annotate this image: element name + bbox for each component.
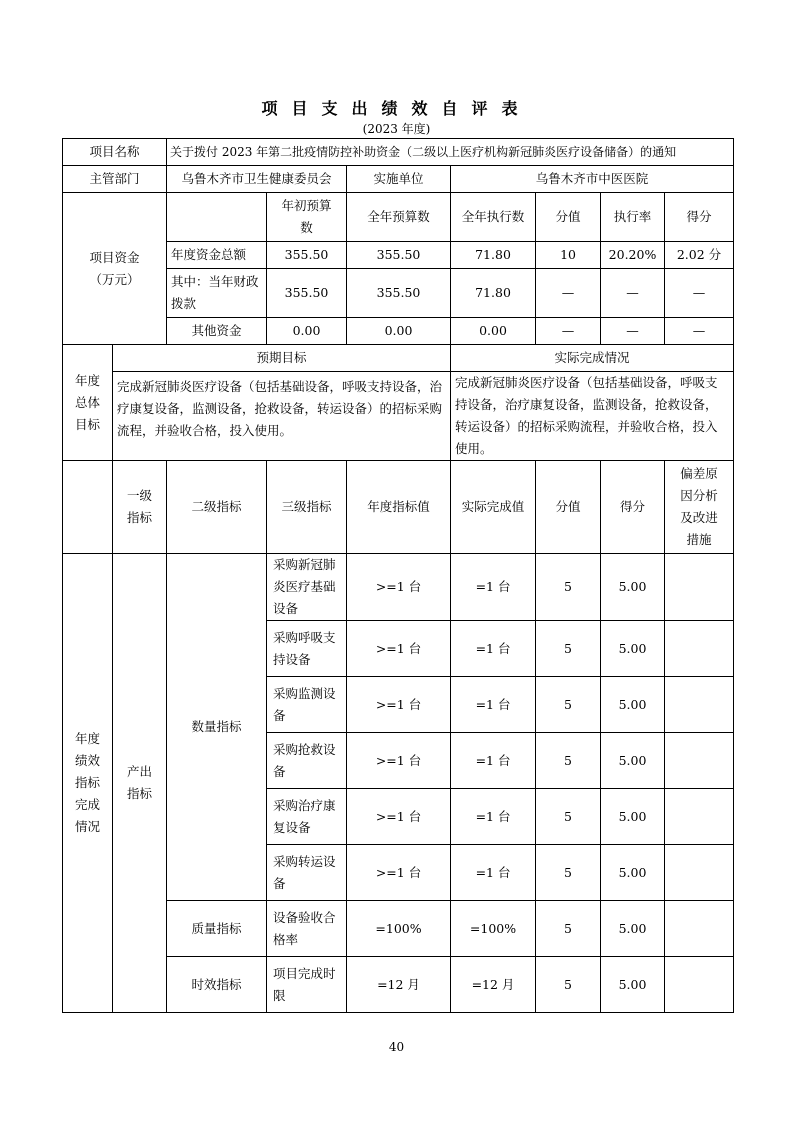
funds-cell: 71.80: [451, 242, 536, 269]
reason-cell: [665, 733, 734, 789]
reason-cell: [665, 957, 734, 1013]
funds-row-fiscal-label: 其中：当年财政拨款: [167, 269, 267, 318]
funds-cell: 355.50: [267, 242, 347, 269]
funds-header-executed: 全年执行数: [451, 193, 536, 242]
goals-expected-text: 完成新冠肺炎医疗设备（包括基础设备，呼吸支持设备，治疗康复设备，监测设备，抢救设备，转运设备）的招标采购流程，并验收合格，投入使用。: [113, 372, 451, 461]
reason-cell: [665, 901, 734, 957]
funds-cell: —: [536, 318, 601, 345]
score-value: 5: [536, 554, 601, 621]
reason-cell: [665, 677, 734, 733]
header-score-value: 分值: [536, 461, 601, 554]
target-value: >=1 台: [347, 621, 451, 677]
goals-actual-header: 实际完成情况: [451, 345, 734, 372]
impl-label: 实施单位: [347, 166, 451, 193]
funds-cell: 10: [536, 242, 601, 269]
page-title: 项目支出绩效自评表: [261, 99, 532, 118]
funds-header-initial: 年初预算数: [267, 193, 347, 242]
score-value: 5: [536, 621, 601, 677]
actual-value: =1 台: [451, 733, 536, 789]
level3-name: 采购转运设备: [267, 845, 347, 901]
goals-actual-text: 完成新冠肺炎医疗设备（包括基础设备，呼吸支持设备，治疗康复设备，监测设备，抢救设备，转运设备）的招标采购流程，并验收合格，投入使用。: [451, 372, 734, 461]
level3-name: 项目完成时限: [267, 957, 347, 1013]
header-reason: 偏差原因分析及改进措施: [665, 461, 734, 554]
header-level2: 二级指标: [167, 461, 267, 554]
performance-table: [62, 138, 734, 1013]
score: 5.00: [601, 845, 665, 901]
funds-cell: 0.00: [347, 318, 451, 345]
target-value: >=1 台: [347, 554, 451, 621]
funds-row-total-label: 年度资金总额: [167, 242, 267, 269]
score: 5.00: [601, 957, 665, 1013]
page-subtitle: (2023 年度): [362, 122, 431, 136]
funds-cell: —: [665, 269, 734, 318]
target-value: >=1 台: [347, 733, 451, 789]
level3-name: 采购抢救设备: [267, 733, 347, 789]
funds-cell: 355.50: [347, 269, 451, 318]
funds-label: 项目资金（万元）: [63, 193, 167, 345]
score-value: 5: [536, 677, 601, 733]
project-name-value: 关于拨付 2023 年第二批疫情防控补助资金（二级以上医疗机构新冠肺炎医疗设备储备）的通知: [167, 139, 734, 166]
goals-expected-header: 预期目标: [113, 345, 451, 372]
impl-value: 乌鲁木齐市中医医院: [451, 166, 734, 193]
level3-name: 采购新冠肺炎医疗基础设备: [267, 554, 347, 621]
dept-label: 主管部门: [63, 166, 167, 193]
level3-name: 采购治疗康复设备: [267, 789, 347, 845]
page-number: 40: [388, 1040, 405, 1054]
score-value: 5: [536, 957, 601, 1013]
funds-header-value: 分值: [536, 193, 601, 242]
reason-cell: [665, 621, 734, 677]
reason-cell: [665, 789, 734, 845]
header-target: 年度指标值: [347, 461, 451, 554]
funds-row-other-label: 其他资金: [167, 318, 267, 345]
reason-cell: [665, 845, 734, 901]
funds-cell: 355.50: [347, 242, 451, 269]
score-value: 5: [536, 789, 601, 845]
score-value: 5: [536, 845, 601, 901]
score: 5.00: [601, 789, 665, 845]
target-value: =12 月: [347, 957, 451, 1013]
target-value: =100%: [347, 901, 451, 957]
funds-header-annual: 全年预算数: [347, 193, 451, 242]
indicators-section-label: 年度绩效指标完成情况: [63, 554, 113, 1013]
target-value: >=1 台: [347, 845, 451, 901]
funds-cell: —: [601, 318, 665, 345]
dept-value: 乌鲁木齐市卫生健康委员会: [167, 166, 347, 193]
score-value: 5: [536, 733, 601, 789]
funds-cell: 355.50: [267, 269, 347, 318]
target-value: >=1 台: [347, 677, 451, 733]
header-level1: 一级指标: [113, 461, 167, 554]
indicators-header-blank: [63, 461, 113, 554]
funds-cell: —: [601, 269, 665, 318]
funds-cell: 0.00: [451, 318, 536, 345]
funds-cell: 20.20%: [601, 242, 665, 269]
actual-value: =1 台: [451, 621, 536, 677]
score: 5.00: [601, 901, 665, 957]
level2-timeliness: 时效指标: [167, 957, 267, 1013]
header-level3: 三级指标: [267, 461, 347, 554]
funds-cell: 71.80: [451, 269, 536, 318]
level3-name: 采购呼吸支持设备: [267, 621, 347, 677]
actual-value: =12 月: [451, 957, 536, 1013]
actual-value: =1 台: [451, 554, 536, 621]
funds-header-score: 得分: [665, 193, 734, 242]
reason-cell: [665, 554, 734, 621]
level2-quality: 质量指标: [167, 901, 267, 957]
actual-value: =1 台: [451, 677, 536, 733]
actual-value: =1 台: [451, 789, 536, 845]
funds-header-blank: [167, 193, 267, 242]
level2-quantity: 数量指标: [167, 554, 267, 901]
score: 5.00: [601, 621, 665, 677]
funds-cell: 2.02 分: [665, 242, 734, 269]
level3-name: 采购监测设备: [267, 677, 347, 733]
funds-cell: —: [536, 269, 601, 318]
score: 5.00: [601, 677, 665, 733]
funds-cell: —: [665, 318, 734, 345]
score: 5.00: [601, 733, 665, 789]
target-value: >=1 台: [347, 789, 451, 845]
level1-output: 产出指标: [113, 554, 167, 1013]
actual-value: =1 台: [451, 845, 536, 901]
project-name-label: 项目名称: [63, 139, 167, 166]
score-value: 5: [536, 901, 601, 957]
header-actual: 实际完成值: [451, 461, 536, 554]
header-score: 得分: [601, 461, 665, 554]
funds-cell: 0.00: [267, 318, 347, 345]
score: 5.00: [601, 554, 665, 621]
level3-name: 设备验收合格率: [267, 901, 347, 957]
goals-label: 年度总体目标: [63, 345, 113, 461]
funds-header-rate: 执行率: [601, 193, 665, 242]
actual-value: =100%: [451, 901, 536, 957]
